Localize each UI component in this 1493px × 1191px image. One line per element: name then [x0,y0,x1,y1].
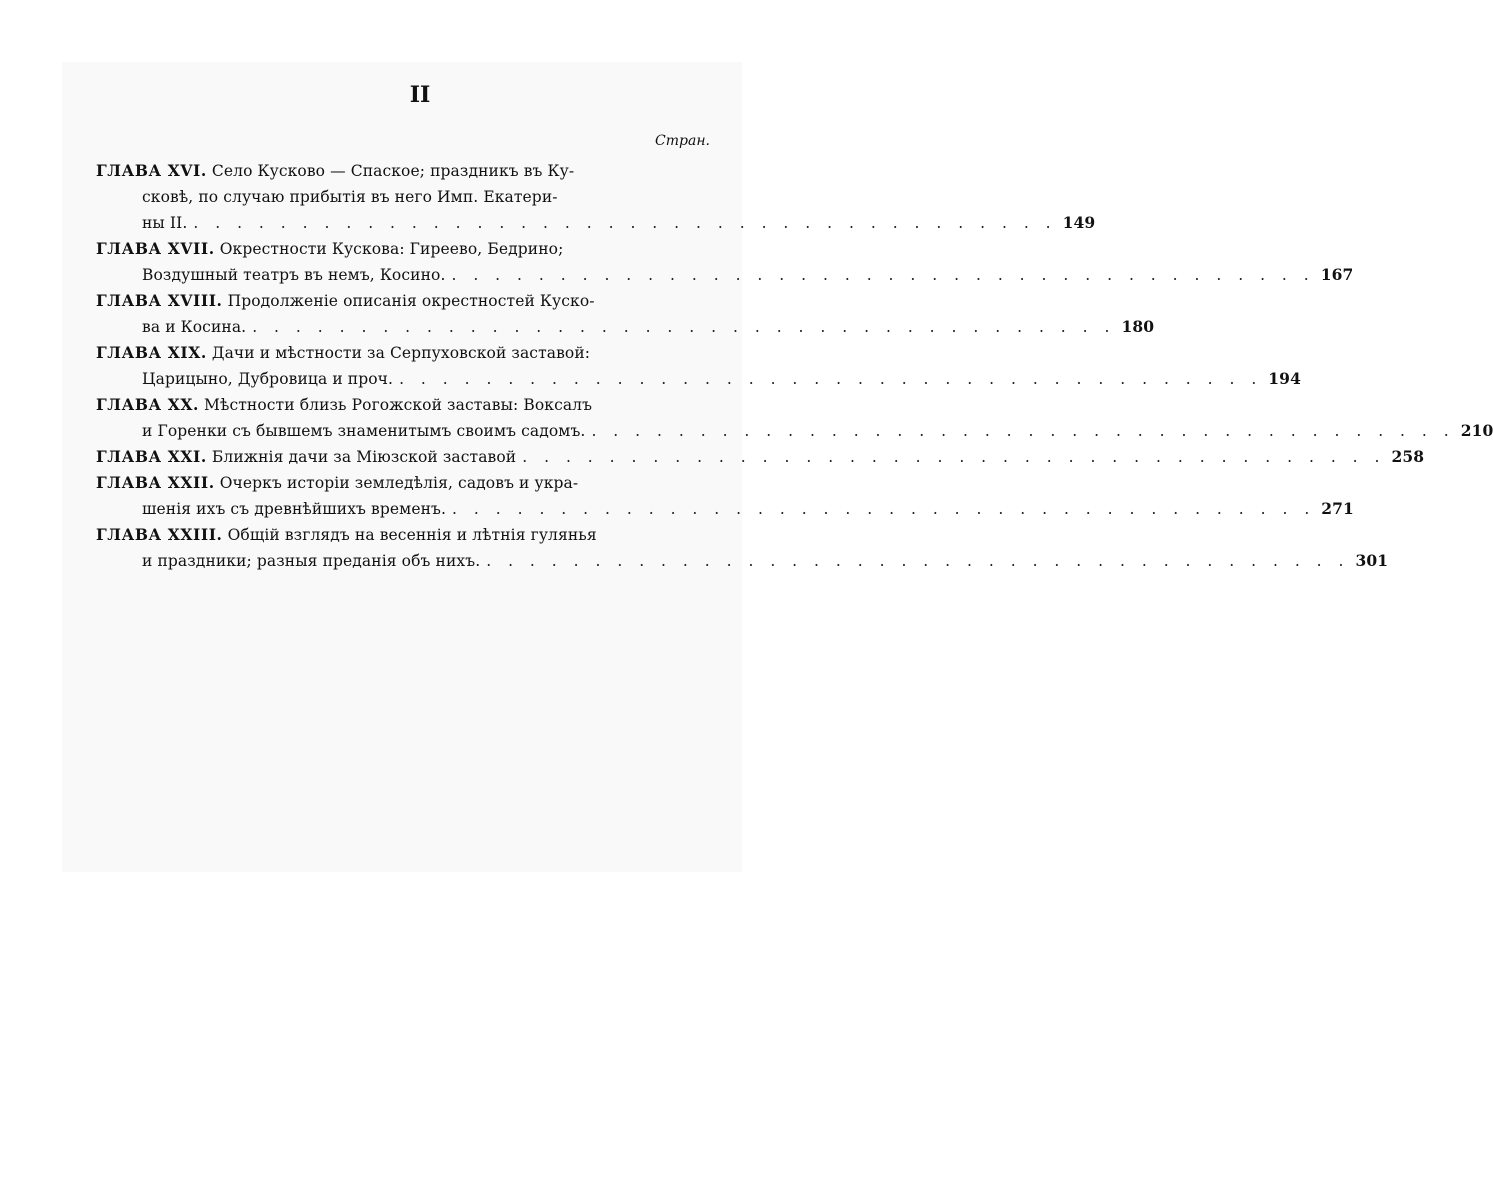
chapter-title-continued: и праздники; разныя преданія объ нихъ. [142,552,481,570]
toc-entry [96,470,1354,522]
toc-entry-line [96,340,710,366]
toc-entry [96,392,1493,444]
toc-entry-line [96,496,1354,522]
chapter-label: ГЛАВА XXII. [96,473,215,492]
dot-leader: . . . . . . . . . . . . . . . . . . . . . . . . . . . . . . . . . . . . . . . . [486,552,1350,570]
chapter-title: Ближнія дачи за Міюзской заставой [206,448,517,466]
page-reference: 271 [1321,499,1354,518]
toc-entry-line [96,210,1096,236]
chapter-label: ГЛАВА XXIII. [96,525,223,544]
toc-entry-line [96,158,710,184]
page-reference: 258 [1391,447,1425,466]
dot-leader: . . . . . . . . . . . . . . . . . . . . . . . . . . . . . . . . . . . . . . . . [522,448,1386,466]
page-number: II [409,82,431,108]
toc-entry-line [96,236,710,262]
chapter-title-continued: шенія ихъ съ древнѣйшихъ временъ. [142,500,447,518]
chapter-title-continued: и Горенки съ бывшемъ знаменитымъ своимъ садомъ. [142,422,586,440]
chapter-title: Окрестности Кускова: Гиреево, Бедрино; [214,240,564,258]
toc-entry-line [96,470,710,496]
page-reference: 301 [1355,551,1389,570]
toc-entry [96,288,1155,340]
chapter-title-continued: ны II. [142,214,188,232]
toc-entry-line [96,444,1425,470]
chapter-label: ГЛАВА XXI. [96,447,207,466]
page-reference: 210 [1460,421,1493,440]
chapter-title-continued: Царицыно, Дубровица и проч. [142,370,394,388]
page-column-header: Стран. [655,133,710,149]
table-of-contents [96,158,1493,574]
toc-entry-line [96,366,1301,392]
dot-leader: . . . . . . . . . . . . . . . . . . . . . . . . . . . . . . . . . . . . . . . . [193,214,1057,232]
toc-entry-line [96,548,1389,574]
toc-entry-line [96,392,710,418]
toc-entry-line [96,314,1155,340]
chapter-label: ГЛАВА XIX. [96,343,207,362]
toc-entry [96,522,1389,574]
dot-leader: . . . . . . . . . . . . . . . . . . . . . . . . . . . . . . . . . . . . . . . . [451,266,1315,284]
toc-entry-line: сковѣ, по случаю прибытія въ него Имп. Екатери- [142,188,558,206]
dot-leader: . . . . . . . . . . . . . . . . . . . . . . . . . . . . . . . . . . . . . . . . [452,500,1316,518]
page-reference: 167 [1320,265,1354,284]
chapter-title-continued: ва и Косина. [142,318,247,336]
chapter-title: Дачи и мѣстности за Серпуховской заставой: [206,344,591,362]
toc-entry [96,158,1096,236]
toc-entry-line [96,288,710,314]
page-reference: 149 [1062,213,1096,232]
chapter-title-continued: Воздушный театръ въ немъ, Косино. [142,266,446,284]
chapter-title: Продолженіе описанія окрестностей Куско- [222,292,595,310]
toc-entry [96,340,1301,392]
chapter-title: Очеркъ исторіи земледѣлія, садовъ и укра- [214,474,579,492]
chapter-title: Общій взглядъ на весеннія и лѣтнія гулянья [222,526,597,544]
chapter-label: ГЛАВА XX. [96,395,200,414]
toc-entry [96,236,1354,288]
dot-leader: . . . . . . . . . . . . . . . . . . . . . . . . . . . . . . . . . . . . . . . . [399,370,1263,388]
toc-entry-line [96,418,1493,444]
page-reference: 194 [1268,369,1301,388]
chapter-title: Мѣстности близь Рогожской заставы: Воксалъ [199,396,593,414]
toc-entry-line [96,262,1354,288]
chapter-title: Село Кусково — Спаское; праздникъ въ Ку- [206,162,575,180]
chapter-label: ГЛАВА XVII. [96,239,215,258]
toc-entry [96,444,1425,470]
chapter-label: ГЛАВА XVIII. [96,291,223,310]
page-reference: 180 [1121,317,1155,336]
chapter-label: ГЛАВА XVI. [96,161,207,180]
dot-leader: . . . . . . . . . . . . . . . . . . . . . . . . . . . . . . . . . . . . . . . . [591,422,1455,440]
dot-leader: . . . . . . . . . . . . . . . . . . . . . . . . . . . . . . . . . . . . . . . . [252,318,1116,336]
toc-entry-line [96,522,710,548]
